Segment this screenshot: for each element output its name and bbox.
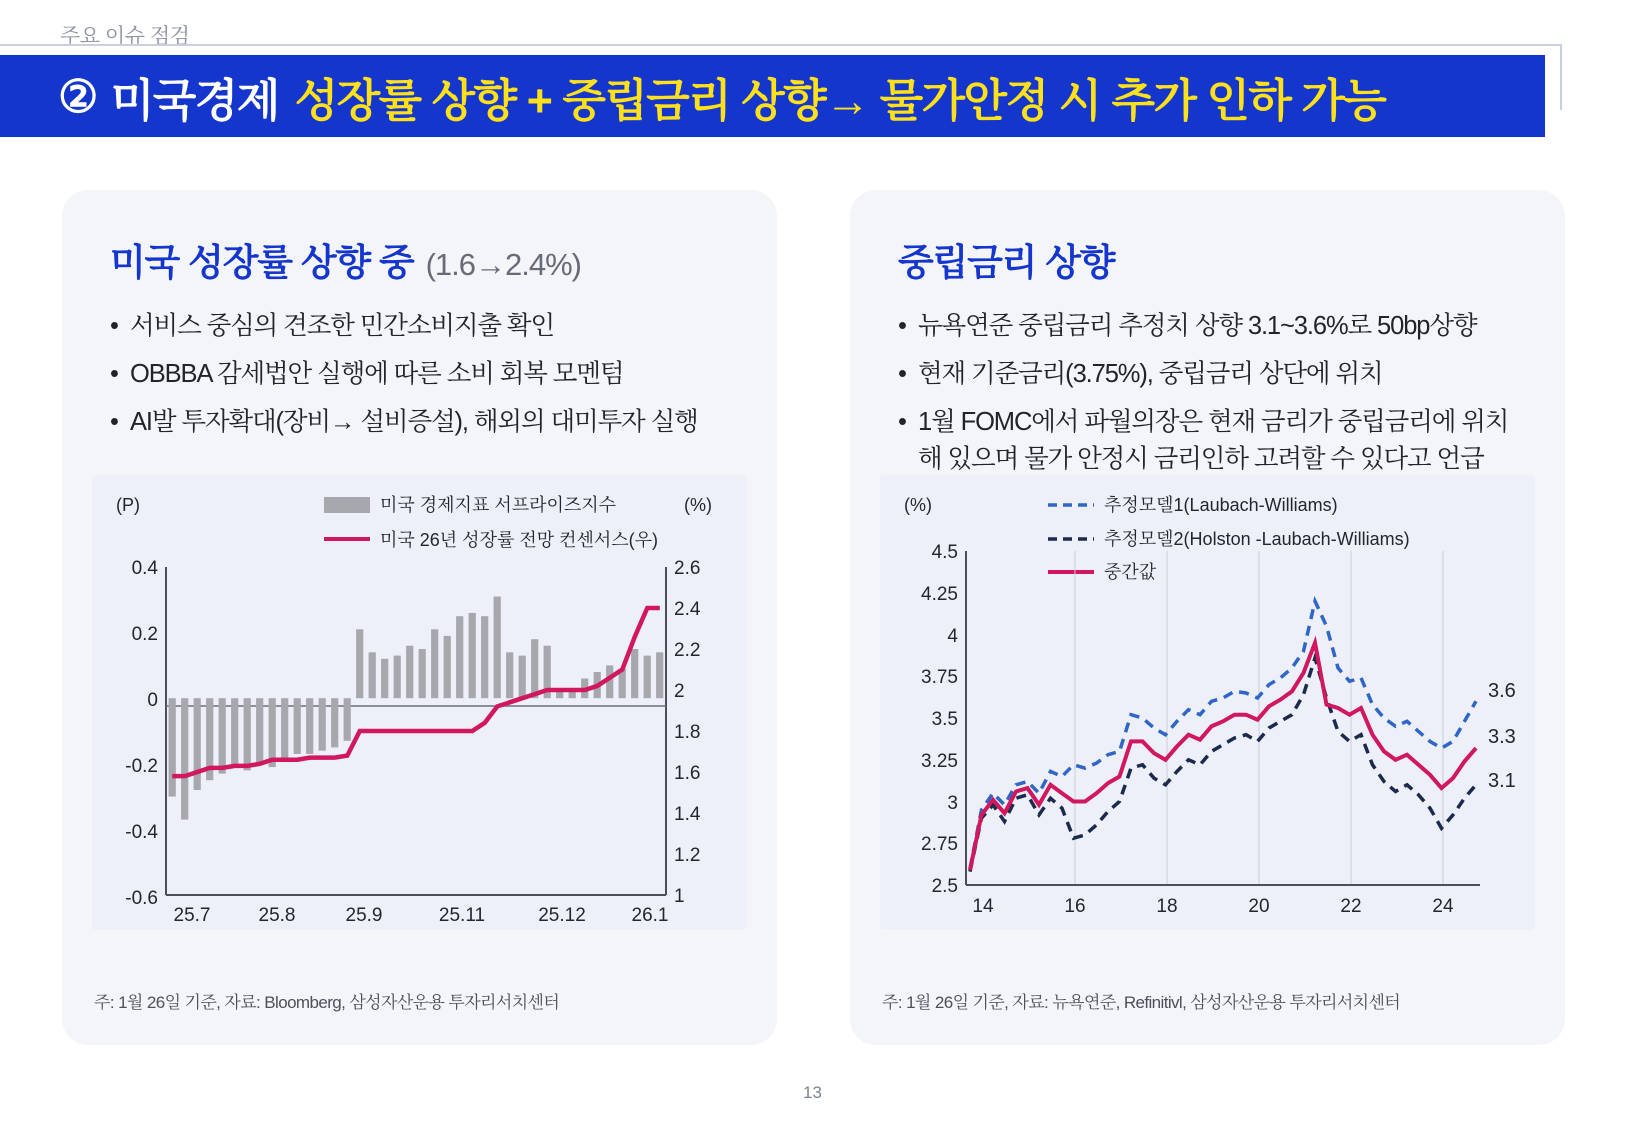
bar [306, 698, 313, 754]
bar [531, 639, 538, 698]
bar [344, 698, 351, 741]
right-panel-title: 중립금리 상향 [898, 242, 1115, 283]
page-title: 미국경제 [110, 74, 279, 126]
bar [506, 652, 513, 698]
y2-tick-1: 2.4 [674, 599, 701, 620]
x-tick-2: 18 [1156, 896, 1178, 917]
neutral-rate-chart [880, 475, 1535, 930]
legend-bar-swatch [324, 497, 370, 513]
x-tick-1: 16 [1064, 896, 1086, 917]
y2-tick-0: 2.6 [674, 558, 701, 579]
left-axis-unit: (P) [116, 495, 140, 515]
x-tick-5: 24 [1432, 896, 1454, 917]
neutral-rate-svg [880, 475, 1535, 930]
legend-label-1: 미국 26년 성장률 전망 컨센서스(우) [380, 530, 659, 550]
y2-tick-8: 1 [674, 886, 685, 907]
end-label-2: 3.1 [1488, 770, 1516, 792]
y-tick-4: -0.4 [125, 822, 158, 843]
y-tick-3: 3.75 [921, 667, 958, 688]
left-chart-note: 주: 1월 26일 기준, 자료: Bloomberg, 삼성자산운용 투자리서치센터 [94, 993, 560, 1012]
bar [644, 656, 651, 699]
legend-label-0: 미국 경제지표 서프라이즈지수 [380, 495, 617, 515]
y-tick-2: 0 [147, 690, 158, 711]
right-axis-unit: (%) [684, 495, 712, 515]
end-label-0: 3.6 [1488, 680, 1516, 702]
list-item: • 현재 기준금리(3.75%), 중립금리 상단에 위치 [898, 356, 1523, 393]
y-tick-2: 4 [947, 626, 958, 647]
y-tick-5: 3.25 [921, 751, 958, 772]
y-tick-8: 2.5 [931, 876, 958, 897]
bar [656, 652, 663, 698]
right-bullet-list [850, 308, 1565, 478]
x-tick-5: 26.1 [631, 905, 669, 926]
list-item: • AI발 투자확대(장비→ 설비증설), 해외의 대미투자 실행 [110, 404, 735, 441]
page-subtitle-highlight: 성장률 상향 + 중립금리 상향→ 물가안정 시 추가 인하 가능 [294, 74, 1386, 126]
bar [481, 616, 488, 698]
x-tick-1: 25.8 [258, 905, 296, 926]
y-tick-1: 0.2 [131, 624, 158, 645]
list-item: • OBBBA 감세법안 실행에 따른 소비 회복 모멘텀 [110, 356, 735, 393]
right-panel [850, 190, 1565, 1045]
right-chart-note: 주: 1월 26일 기준, 자료: 뉴욕연준, Refinitivl, 삼성자산운용 투자리서치센터 [882, 993, 1401, 1012]
x-tick-0: 14 [972, 896, 994, 917]
bar [231, 698, 238, 767]
y2-tick-5: 1.6 [674, 763, 701, 784]
x-tick-3: 25.11 [438, 905, 486, 926]
line-series-model2 [970, 658, 1476, 872]
legend-label-0: 추정모델1(Laubach-Williams) [1104, 495, 1338, 515]
bar [381, 659, 388, 698]
legend-label-2: 중간값 [1104, 562, 1157, 582]
bar [169, 698, 176, 796]
surprise-index-svg [92, 475, 747, 930]
line-series-median [970, 643, 1476, 870]
bar [181, 698, 188, 819]
surprise-index-chart [92, 475, 747, 930]
y-tick-4: 3.5 [931, 709, 958, 730]
bar [331, 698, 338, 747]
bar [294, 698, 301, 754]
bar [194, 698, 201, 790]
y-tick-3: -0.2 [125, 756, 158, 777]
x-tick-0: 25.7 [173, 905, 211, 926]
bar [319, 698, 326, 751]
y-tick-6: 3 [947, 793, 958, 814]
x-tick-2: 25.9 [345, 905, 383, 926]
y2-tick-2: 2.2 [674, 640, 701, 661]
left-axis-unit: (%) [904, 495, 932, 515]
bar [456, 616, 463, 698]
bar [419, 649, 426, 698]
bar [631, 649, 638, 698]
y-tick-7: 2.75 [921, 834, 958, 855]
x-tick-4: 25.12 [538, 905, 586, 926]
bar [281, 698, 288, 760]
right-panel-header [850, 190, 1565, 286]
left-bullet-list [62, 308, 777, 441]
bar [494, 597, 501, 699]
slide-title-bar [0, 55, 1545, 137]
y2-tick-4: 1.8 [674, 722, 701, 743]
bar [431, 629, 438, 698]
left-panel [62, 190, 777, 1045]
list-item: • 1월 FOMC에서 파월의장은 현재 금리가 중립금리에 위치해 있으며 물가 안정시 금리인하 고려할 수 있다고 언급 [898, 404, 1523, 478]
bar [369, 652, 376, 698]
left-panel-title: 미국 성장률 상향 중 [110, 242, 414, 283]
list-item: • 서비스 중심의 견조한 민간소비지출 확인 [110, 308, 735, 345]
y-tick-0: 4.5 [931, 542, 958, 563]
slide-number: ② [58, 70, 97, 122]
bar [394, 656, 401, 699]
y2-tick-7: 1.2 [674, 845, 701, 866]
x-tick-3: 20 [1248, 896, 1270, 917]
left-panel-header [62, 190, 777, 286]
bar [256, 698, 263, 764]
line-series-model1 [970, 601, 1476, 868]
eyebrow-text: 주요 이슈 점검 [60, 25, 190, 48]
y2-tick-3: 2 [674, 681, 685, 702]
y-tick-1: 4.25 [921, 584, 958, 605]
bar [444, 636, 451, 698]
legend-label-1: 추정모델2(Holston -Laubach-Williams) [1104, 529, 1410, 549]
end-label-1: 3.3 [1488, 726, 1516, 748]
page-number: 13 [803, 1083, 822, 1102]
bar [406, 646, 413, 699]
left-panel-subtitle: (1.6→2.4%) [425, 247, 581, 282]
y-tick-5: -0.6 [125, 888, 158, 909]
y-tick-0: 0.4 [131, 558, 158, 579]
list-item: • 뉴욕연준 중립금리 추정치 상향 3.1~3.6%로 50bp상향 [898, 308, 1523, 345]
y2-tick-6: 1.4 [674, 804, 701, 825]
bar [519, 656, 526, 699]
bar-series [169, 597, 664, 820]
x-tick-4: 22 [1340, 896, 1362, 917]
bar [356, 629, 363, 698]
bar [269, 698, 276, 767]
bar [219, 698, 226, 773]
bar [469, 613, 476, 698]
bar [244, 698, 251, 770]
